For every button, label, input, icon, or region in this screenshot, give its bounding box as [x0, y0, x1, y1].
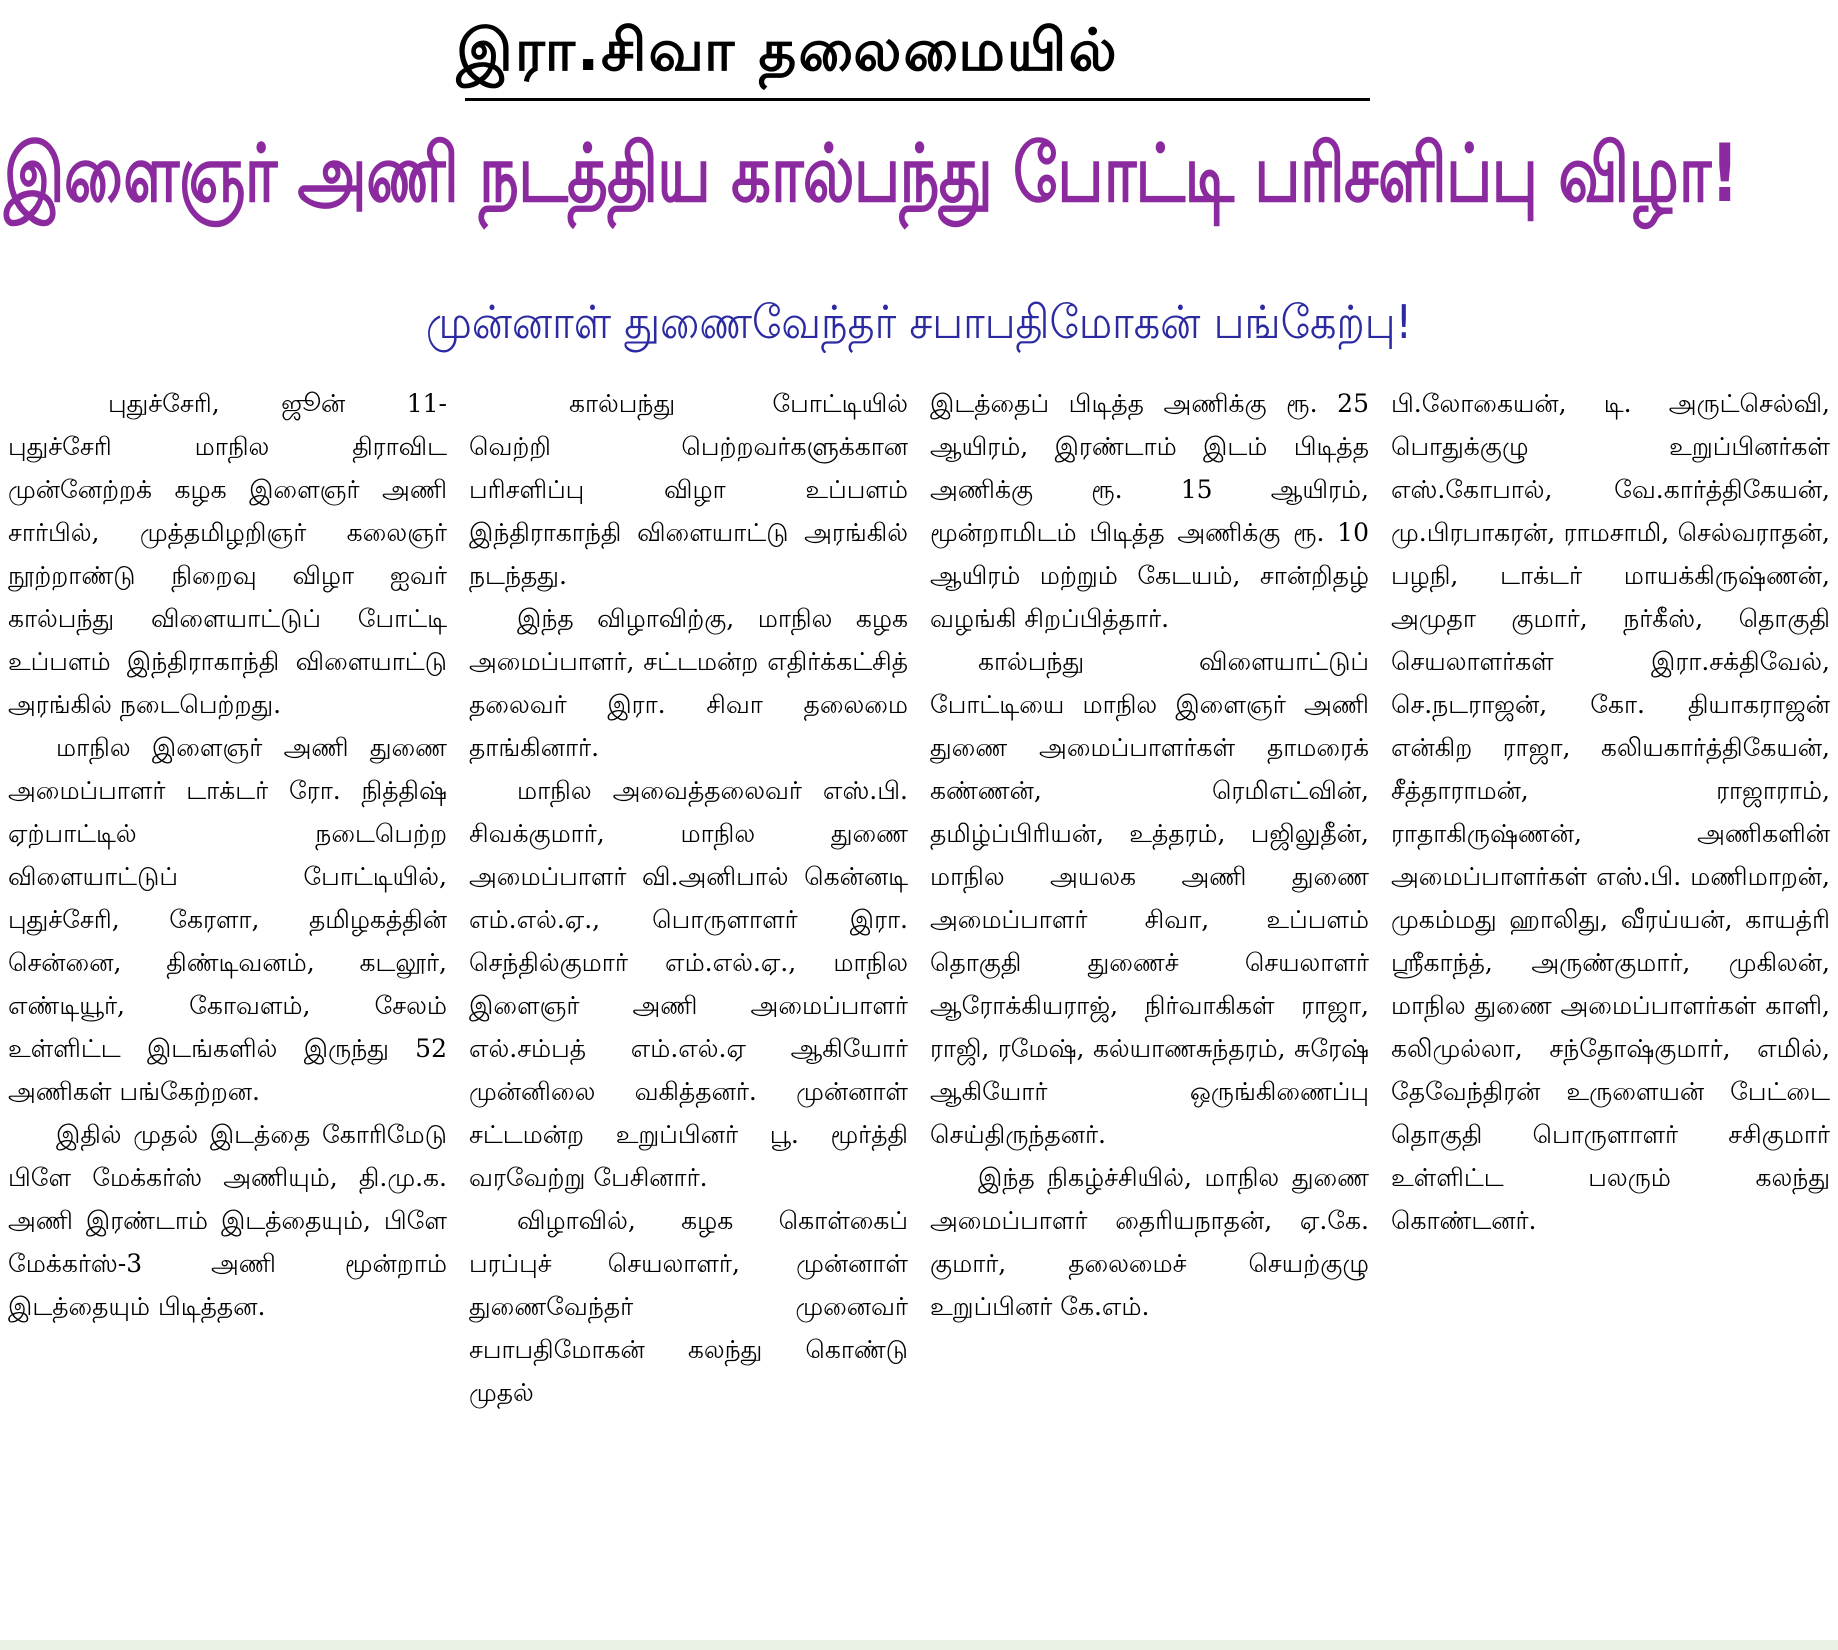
- article-column-3: [930, 382, 1369, 1622]
- paragraph: கால்பந்து போட்டியில் வெற்றி பெற்றவர்களுக்கான பரிசளிப்பு விழா உப்பளம் இந்திராகாந்தி விளையாட்டு அரங்கில் நடந்தது.: [469, 389, 908, 590]
- article-column-2: [469, 382, 908, 1622]
- article-column-4: [1391, 382, 1830, 1622]
- paragraph: இடத்தைப் பிடித்த அணிக்கு ரூ. 25 ஆயிரம், இரண்டாம் இடம் பிடித்த அணிக்கு ரூ. 15 ஆயிரம், மூன்றாமிடம் பிடித்த அணிக்கு ரூ. 10 ஆயிரம் மற்றும் கேடயம், சான்றிதழ் வழங்கி சிறப்பித்தார்.: [930, 389, 1369, 633]
- article-kicker: இரா.சிவா தலைமையில்: [456, 16, 1119, 84]
- paragraph: புதுச்சேரி, ஜூன் 11- புதுச்சேரி மாநில திராவிட முன்னேற்றக் கழக இளைஞர் அணி சார்பில், முத்தமிழறிஞர் கலைஞர் நூற்றாண்டு நிறைவு விழா ஐவர் கால்பந்து விளையாட்டுப் போட்டி உப்பளம் இந்திராகாந்தி விளையாட்டு அரங்கில் நடைபெற்றது.: [8, 389, 447, 719]
- paragraph: விழாவில், கழக கொள்கைப் பரப்புச் செயலாளர், முன்னாள் துணைவேந்தர் முனைவர் சபாபதிமோகன் கலந்து கொண்டு முதல்: [469, 1206, 908, 1407]
- paragraph: இந்த விழாவிற்கு, மாநில கழக அமைப்பாளர், சட்டமன்ற எதிர்க்கட்சித் தலைவர் இரா. சிவா தலைமை தாங்கினார்.: [469, 604, 908, 762]
- article-headline: இளைஞர் அணி நடத்திய கால்பந்து போட்டி பரிசளிப்பு விழா!: [4, 127, 1739, 220]
- paragraph: மாநில அவைத்தலைவர் எஸ்.பி. சிவக்குமார், மாநில துணை அமைப்பாளர் வி.அனிபால் கென்னடி எம்.எல்.ஏ., பொருளாளர் இரா. செந்தில்குமார் எம்.எல்.ஏ., மாநில இளைஞர் அணி அமைப்பாளர் எல்.சம்பத் எம்.எல்.ஏ ஆகியோர் முன்னிலை வகித்தனர். முன்னாள் சட்டமன்ற உறுப்பினர் பூ. மூர்த்தி வரவேற்று பேசினார்.: [469, 776, 908, 1192]
- paragraph: கால்பந்து விளையாட்டுப் போட்டியை மாநில இளைஞர் அணி துணை அமைப்பாளர்கள் தாமரைக் கண்ணன், ரெமிஎட்வின், தமிழ்ப்பிரியன், உத்தரம், பஜிலுதீன், மாநில அயலக அணி துணை அமைப்பாளர் சிவா, உப்பளம் தொகுதி துணைச் செயலாளர் ஆரோக்கியராஜ், நிர்வாகிகள் ராஜா, ராஜி, ரமேஷ், கல்யாணசுந்தரம், சுரேஷ் ஆகியோர் ஒருங்கிணைப்பு செய்திருந்தனர்.: [930, 647, 1369, 1149]
- paragraph: மாநில இளைஞர் அணி துணை அமைப்பாளர் டாக்டர் ரோ. நித்திஷ் ஏற்பாட்டில் நடைபெற்ற விளையாட்டுப் போட்டியில், புதுச்சேரி, கேரளா, தமிழகத்தின் சென்னை, திண்டிவனம், கடலூர், எண்டியூர், கோவளம், சேலம் உள்ளிட்ட இடங்களில் இருந்து 52 அணிகள் பங்கேற்றன.: [8, 733, 447, 1106]
- page-bottom-strip: [0, 1640, 1838, 1650]
- article-subheadline: முன்னாள் துணைவேந்தர் சபாபதிமோகன் பங்கேற்பு!: [425, 295, 1413, 349]
- paragraph: இதில் முதல் இடத்தை கோரிமேடு பிளே மேக்கர்ஸ் அணியும், தி.மு.க. அணி இரண்டாம் இடத்தையும், பிளே மேக்கர்ஸ்-3 அணி மூன்றாம் இடத்தையும் பிடித்தன.: [8, 1120, 447, 1321]
- paragraph: இந்த நிகழ்ச்சியில், மாநில துணை அமைப்பாளர் தைரியநாதன், ஏ.கே. குமார், தலைமைச் செயற்குழு உறுப்பினர் கே.எம்.: [930, 1163, 1369, 1321]
- article-column-1: [8, 382, 447, 1622]
- paragraph: பி.லோகையன், டி. அருட்செல்வி, பொதுக்குழு உறுப்பினர்கள் எஸ்.கோபால், வே.கார்த்திகேயன், மு.பிரபாகரன், ராமசாமி, செல்வராதன், பழநி, டாக்டர் மாயக்கிருஷ்ணன், அமுதா குமார், நர்கீஸ், தொகுதி செயலாளர்கள் இரா.சக்திவேல், செ.நடராஜன், கோ. தியாகராஜன் என்கிற ராஜா, கலியகார்த்திகேயன், சீத்தாராமன், ராஜாராம், ராதாகிருஷ்ணன், அணிகளின் அமைப்பாளர்கள் எஸ்.பி. மணிமாறன், முகம்மது ஹாலிது, வீரய்யன், காயத்ரி ஸ்ரீகாந்த், அருண்குமார், முகிலன், மாநில துணை அமைப்பாளர்கள் காளி, கலிமுல்லா, சந்தோஷ்குமார், எமில், தேவேந்திரன் உருளையன் பேட்டை தொகுதி பொருளாளர் சசிகுமார் உள்ளிட்ட பலரும் கலந்து கொண்டனர்.: [1391, 389, 1830, 1235]
- article-body: [8, 382, 1830, 1622]
- kicker-divider: [465, 98, 1370, 101]
